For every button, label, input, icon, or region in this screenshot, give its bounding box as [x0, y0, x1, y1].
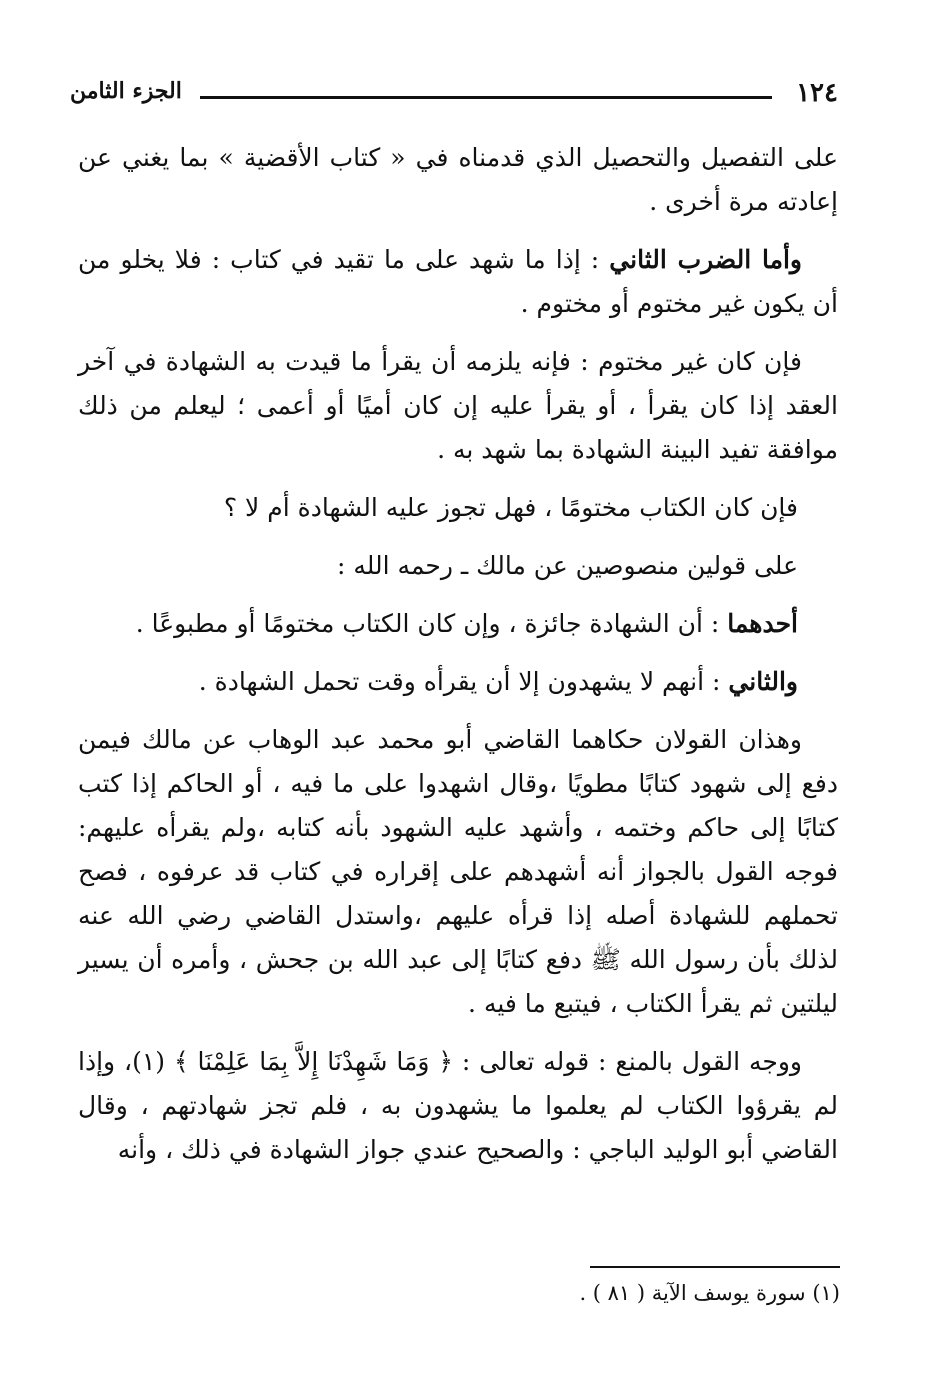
page-number: ١٢٤: [796, 78, 838, 108]
footnote-rule: [590, 1266, 840, 1268]
paragraph-6: أحدهما : أن الشهادة جائزة ، وإن كان الكتاب مختومًا أو مطبوعًا .: [135, 609, 798, 638]
paragraph-7: والثاني : أنهم لا يشهدون إلا أن يقرأه وقت تحمل الشهادة .: [198, 667, 798, 696]
paragraph-lead: وأما الضرب الثاني: [609, 245, 802, 274]
paragraph-lead: أحدهما: [727, 609, 798, 638]
body-text: [78, 136, 838, 1186]
part-title: الجزء الثامن: [70, 78, 182, 104]
paragraph-lead: والثاني: [728, 667, 798, 696]
paragraph-8: وهذان القولان حكاهما القاضي أبو محمد عبد الوهاب عن مالك فيمن دفع إلى شهود كتابًا مطويًا ،وقال اشهدوا على ما فيه ، أو الحاكم إذا كتب كتابًا إلى حاكم وختمه ، وأشهد عليه الشهود بأنه كتابه ،ولم يقرأه عليهم: فوجه القول بالجواز أنه أشهدهم على إقراره في كتاب قد عرفوه ، فصح تحملهم للشهادة أصله إذا قرأه عليهم ،واستدل القاضي رضي الله عنه لذلك بأن رسول الله ﷺ دفع كتابًا إلى عبد الله بن جحش ، وأمره أن يسير ليلتين ثم يقرأ الكتاب ، فيتبع ما فيه .: [78, 725, 838, 1018]
paragraph-1: على التفصيل والتحصيل الذي قدمناه في « كتاب الأقضية » بما يغني عن إعادته مرة أخرى .: [78, 143, 838, 216]
paragraph-2: وأما الضرب الثاني : إذا ما شهد على ما تقيد في كتاب : فلا يخلو من أن يكون غير مختوم أو مختوم .: [78, 245, 838, 318]
paragraph-9: ووجه القول بالمنع : قوله تعالى : ﴿ وَمَا شَهِدْنَا إِلاَّ بِمَا عَلِمْنَا ﴾ (١)، وإذا لم يقرؤوا الكتاب لم يعلموا ما يشهدون به ، فلم تجز شهادتهم ، وقال القاضي أبو الوليد الباجي : والصحيح عندي جواز الشهادة في ذلك ، وأنه: [78, 1047, 838, 1164]
paragraph-3: فإن كان غير مختوم : فإنه يلزمه أن يقرأ ما قيدت به الشهادة في آخر العقد إذا كان يقرأ ، أو يقرأ عليه إن كان أميًا أو أعمى ؛ ليعلم من ذلك موافقة تفيد البينة الشهادة بما شهد به .: [78, 347, 838, 464]
paragraph-5: على قولين منصوصين عن مالك ـ رحمه الله :: [336, 551, 798, 580]
paragraph-4: فإن كان الكتاب مختومًا ، فهل تجوز عليه الشهادة أم لا ؟: [223, 493, 798, 522]
page-header: [70, 78, 840, 118]
header-rule: [200, 96, 772, 99]
footnote: (١) سورة يوسف الآية ( ٨١ ) .: [579, 1281, 840, 1305]
